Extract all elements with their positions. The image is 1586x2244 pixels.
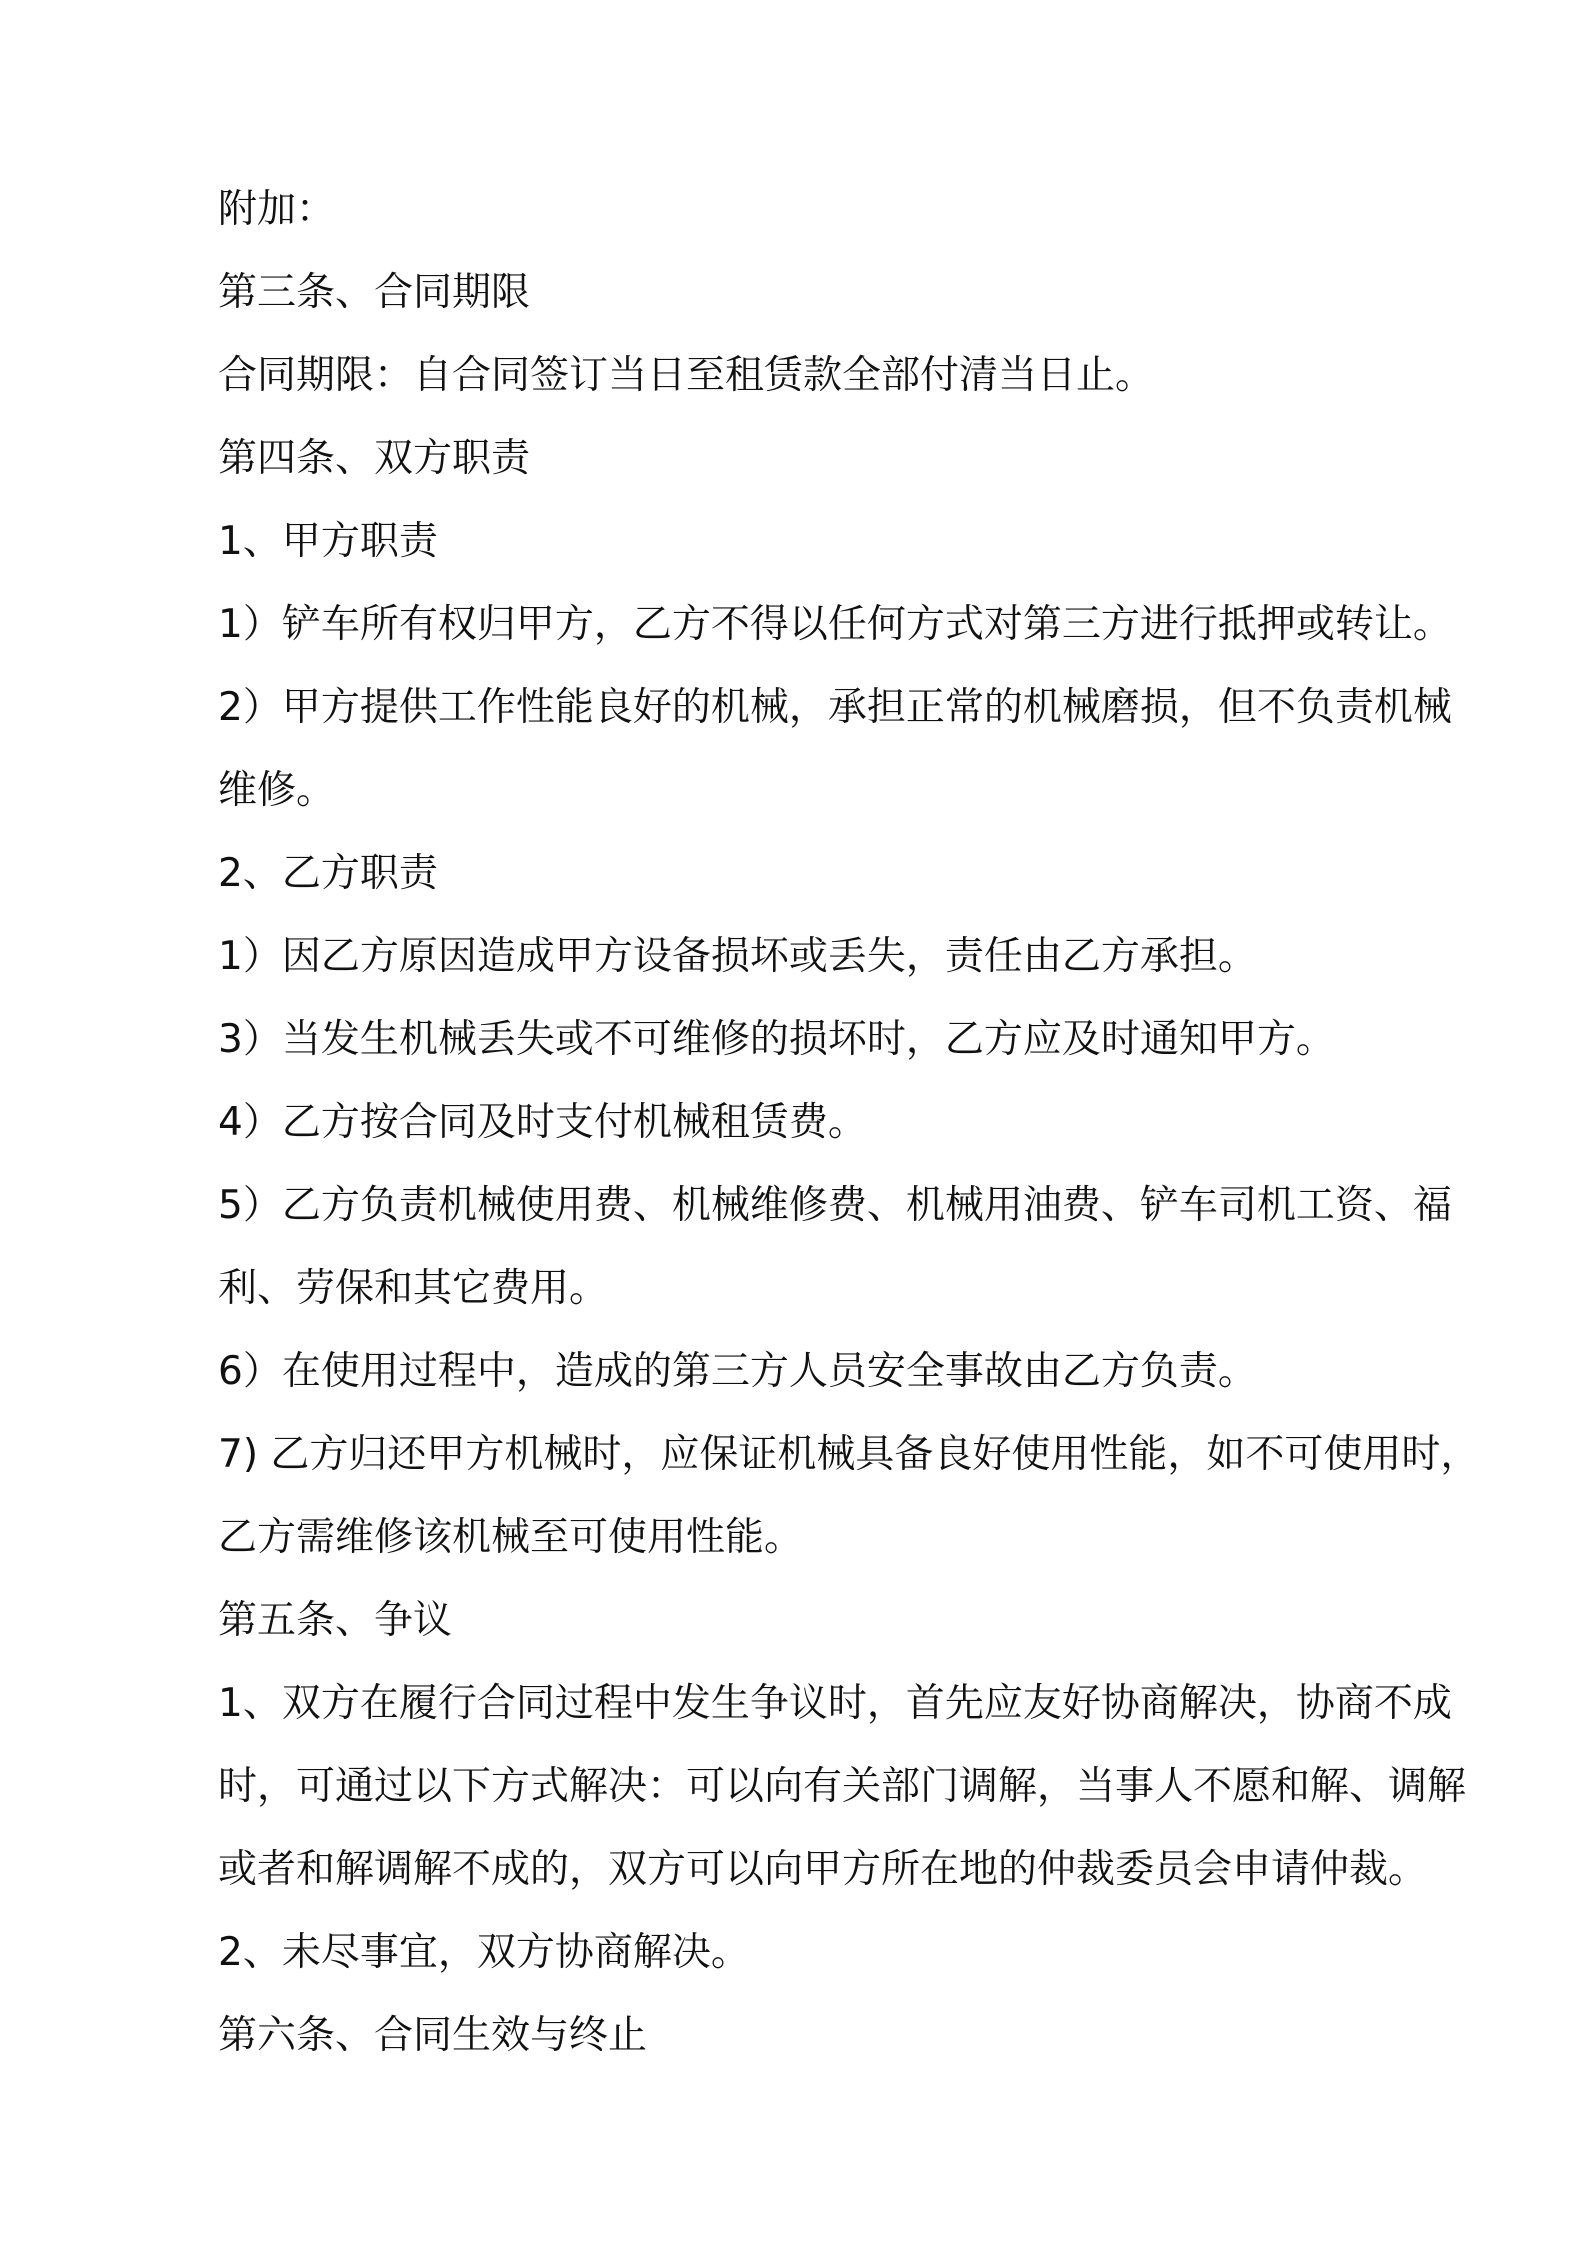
appendix-label: 附加： [218,187,336,232]
article-6-heading: 第六条、合同生效与终止 [218,2013,648,2058]
party-a-duties-heading: 1、甲方职责 [218,519,438,564]
dispute-1-line-3: 或者和解调解不成的，双方可以向甲方所在地的仲裁委员会申请仲裁。 [218,1847,1428,1892]
party-b-duty-4: 4）乙方按合同及时支付机械租赁费。 [218,1100,867,1145]
dispute-2: 2、未尽事宜，双方协商解决。 [218,1930,750,1975]
party-a-duty-1: 1）铲车所有权归甲方，乙方不得以任何方式对第三方进行抵押或转让。 [218,602,1452,647]
party-b-duty-3: 3）当发生机械丢失或不可维修的损坏时，乙方应及时通知甲方。 [218,1017,1335,1062]
party-b-duty-5-line-2: 利、劳保和其它费用。 [218,1266,609,1311]
party-a-duty-2-line-1: 2）甲方提供工作性能良好的机械，承担正常的机械磨损，但不负责机械 [218,685,1452,730]
party-b-duty-7-line-2: 乙方需维修该机械至可使用性能。 [218,1515,804,1560]
document-body [218,168,1480,2077]
party-b-duty-7-line-1: 7) 乙方归还甲方机械时，应保证机械具备良好使用性能，如不可使用时， [218,1432,1480,1477]
party-b-duty-5-line-1: 5）乙方负责机械使用费、机械维修费、机械用油费、铲车司机工资、福 [218,1183,1452,1228]
article-5-heading: 第五条、争议 [218,1598,453,1643]
party-a-duty-2-line-2: 维修。 [218,768,336,813]
party-b-duty-1: 1）因乙方原因造成甲方设备损坏或丢失，责任由乙方承担。 [218,934,1257,979]
article-4-heading: 第四条、双方职责 [218,436,531,481]
party-b-duties-heading: 2、乙方职责 [218,851,438,896]
dispute-1-line-1: 1、双方在履行合同过程中发生争议时，首先应友好协商解决，协商不成 [218,1681,1452,1726]
article-3-heading: 第三条、合同期限 [218,270,531,315]
party-b-duty-6: 6）在使用过程中，造成的第三方人员安全事故由乙方负责。 [218,1349,1257,1394]
dispute-1-line-2: 时，可通过以下方式解决：可以向有关部门调解，当事人不愿和解、调解 [218,1764,1467,1809]
contract-term-text: 合同期限：自合同签订当日至租赁款全部付清当日止。 [218,353,1155,398]
